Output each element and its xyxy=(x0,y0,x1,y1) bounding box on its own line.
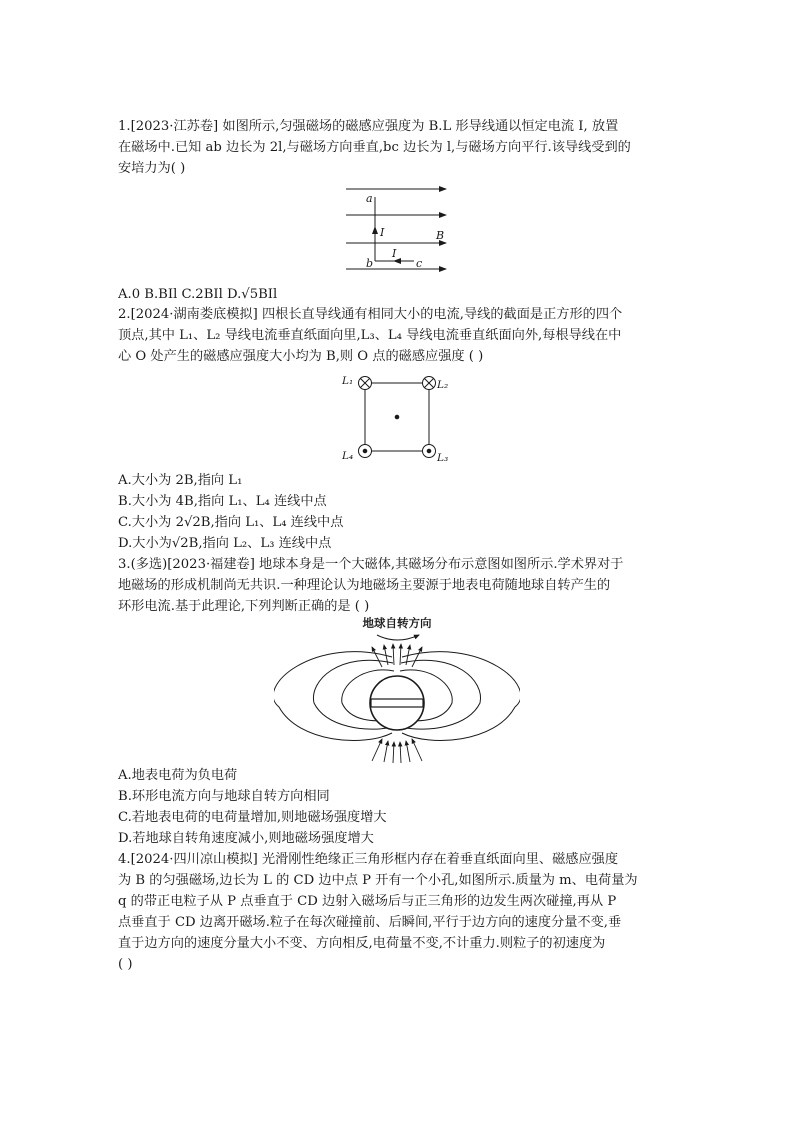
q4-line-6: ( ) xyxy=(118,957,133,972)
wire-l1-into-page xyxy=(359,377,372,390)
label-c: c xyxy=(416,257,423,270)
q1-line-2: 在磁场中.已知 ab 边长为 2l,与磁场方向垂直,bc 边长为 l,与磁场方向平行.该导线受到的 xyxy=(118,140,631,155)
q3-line-1: 3.(多选)[2023·福建卷] 地球本身是一个大磁体,其磁场分布示意图如图所示.学术界对于 xyxy=(118,557,624,572)
q3-option-c: C.若地表电荷的电荷量增加,则地磁场强度增大 xyxy=(118,810,387,825)
earth-globe xyxy=(370,676,424,730)
q2-figure-square-wires xyxy=(340,372,456,466)
q2-line-1: 2.[2024·湖南娄底模拟] 四根长直导线通有相同大小的电流,导线的截面是正方形的四个 xyxy=(118,307,623,322)
center-point-o xyxy=(395,415,400,420)
rotation-direction-caption: 地球自转方向 xyxy=(362,616,432,630)
q2-option-b: B.大小为 4B,指向 L₁、L₄ 连线中点 xyxy=(118,494,327,509)
q4-line-1: 4.[2024·四川凉山模拟] 光滑刚性绝缘正三角形框内存在着垂直纸面向里、磁感应强度 xyxy=(118,852,619,867)
q1-figure-l-wire xyxy=(340,183,452,275)
label-field-b: B xyxy=(436,229,445,242)
equator-band xyxy=(371,699,423,707)
q2-option-a: A.大小为 2B,指向 L₁ xyxy=(118,473,243,488)
label-b: b xyxy=(366,257,374,270)
rotation-arrow-icon xyxy=(377,635,419,640)
q3-line-2: 地磁场的形成机制尚无共识.一种理论认为地磁场主要源于地表电荷随地球自转产生的 xyxy=(118,578,611,593)
q4-line-3: q 的带正电粒子从 P 点垂直于 CD 边射入磁场后与正三角形的边发生两次碰撞,再从 P xyxy=(118,894,617,909)
q4-line-2: 为 B 的匀强磁场,边长为 L 的 CD 边中点 P 开有一个小孔,如图所示.质量为 m、电荷量为 xyxy=(118,873,638,888)
q1-line-3: 安培力为( ) xyxy=(118,161,186,176)
wire-l3-out-of-page xyxy=(423,445,436,458)
q2-line-3: 心 O 处产生的磁感应强度大小均为 B,则 O 点的磁感应强度 ( ) xyxy=(118,349,484,364)
label-l3: L₃ xyxy=(437,452,449,464)
q3-line-3: 环形电流.基于此理论,下列判断正确的是 ( ) xyxy=(118,599,370,614)
label-current-bc: I xyxy=(392,247,397,260)
wire-l4-out-of-page xyxy=(359,445,372,458)
q4-line-4: 点垂直于 CD 边离开磁场.粒子在每次碰撞前、后瞬间,平行于边方向的速度分量不变,垂 xyxy=(118,915,622,930)
q2-line-2: 顶点,其中 L₁、L₂ 导线电流垂直纸面向里,L₃、L₄ 导线电流垂直纸面向外,每根导线在中 xyxy=(118,328,622,343)
q1-options: A.0 B.BIl C.2BIl D.√5BIl xyxy=(118,287,278,302)
q2-option-d: D.大小为√2B,指向 L₂、L₃ 连线中点 xyxy=(118,536,332,551)
q3-option-b: B.环形电流方向与地球自转方向相同 xyxy=(118,789,330,804)
label-l2: L₂ xyxy=(437,379,449,391)
q3-option-a: A.地表电荷为负电荷 xyxy=(118,768,238,783)
q2-option-c: C.大小为 2√2B,指向 L₁、L₄ 连线中点 xyxy=(118,515,344,530)
q3-option-d: D.若地球自转角速度减小,则地磁场强度增大 xyxy=(118,831,374,846)
q1-line-1: 1.[2023·江苏卷] 如图所示,匀强磁场的磁感应强度为 B.L 形导线通以恒定电流 I, 放置 xyxy=(118,119,619,134)
label-l1: L₁ xyxy=(342,375,354,387)
wire-l2-into-page xyxy=(423,377,436,390)
q3-figure-earth-field xyxy=(274,615,520,765)
label-a: a xyxy=(366,192,373,205)
label-current-ab: I xyxy=(380,226,385,239)
label-l4: L₄ xyxy=(342,450,354,462)
q4-line-5: 直于边方向的速度分量大小不变、方向相反,电荷量不变,不计重力.则粒子的初速度为 xyxy=(118,936,606,951)
